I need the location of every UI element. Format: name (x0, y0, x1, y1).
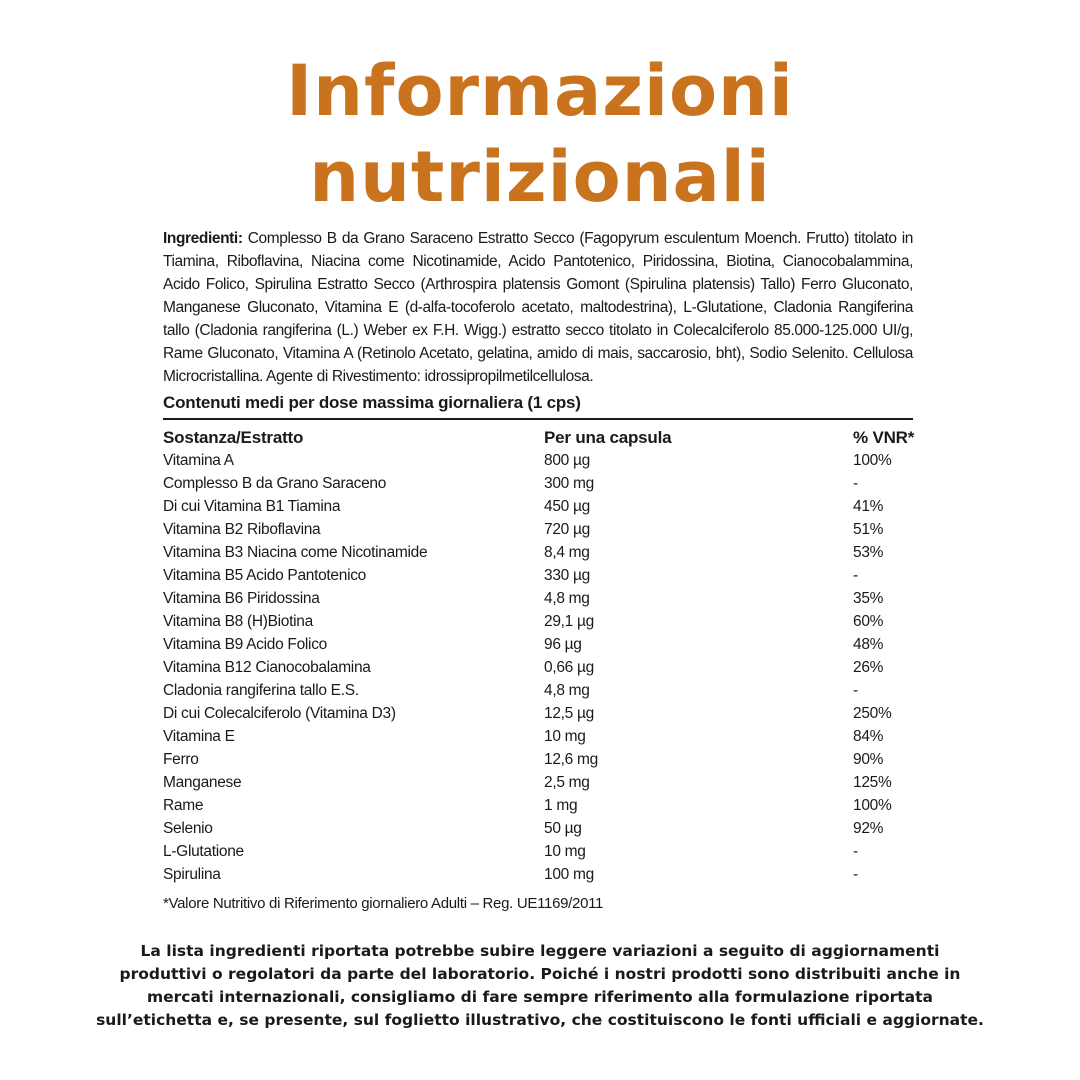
table-row (163, 725, 913, 748)
disclaimer-line: sull’etichetta e, se presente, sul foglietto illustrativo, che costituiscono le fonti ufficiali e aggiornate. (96, 1011, 984, 1029)
table-row (163, 702, 913, 725)
cell-substance: Manganese (163, 774, 242, 791)
cell-per-capsule: 720 µg (544, 521, 590, 538)
ingredients-text: Complesso B da Grano Saraceno Estratto Secco (Fagopyrum esculentum Moench. Frutto) titolato in Tiamina, Riboflavina, Niacina come Nicotinamide, Acido Pantotenico, Piridossina, Biotina, Cianocobalammina, Acido Folico, Spirulina Estratto Secco (Arthrospira platensis Gomont (Spirulina platensis) Tallo) Ferro Gluconato, Manganese Gluconato, Vitamina E (d-alfa-tocoferolo acetato, maltodestrina), L-Glutatione, Cladonia Rangiferina tallo (Cladonia rangiferina (L.) Weber ex F.H. Wigg.) estratto secco titolato in Colecalciferolo 85.000-125.000 UI/g, Rame Gluconato, Vitamina A (Retinolo Acetato, gelatina, amido di mais, saccarosio, bht), Sodio Selenito. Cellulosa Microcristallina. Agente di Rivestimento: idrossipropilmetilcellulosa. (163, 230, 913, 385)
table-row (163, 863, 913, 886)
cell-per-capsule: 300 mg (544, 475, 594, 492)
cell-vnr: 84% (853, 728, 884, 745)
footnote: *Valore Nutritivo di Riferimento giornaliero Adulti – Reg. UE1169/2011 (163, 895, 604, 912)
cell-substance: Selenio (163, 820, 213, 837)
cell-vnr: 250% (853, 705, 892, 722)
cell-substance: Vitamina B3 Niacina come Nicotinamide (163, 544, 428, 561)
cell-per-capsule: 800 µg (544, 452, 590, 469)
cell-substance: Cladonia rangiferina tallo E.S. (163, 682, 359, 699)
cell-substance: Rame (163, 797, 204, 814)
cell-per-capsule: 96 µg (544, 636, 582, 653)
cell-per-capsule: 330 µg (544, 567, 590, 584)
cell-substance: Vitamina B2 Riboflavina (163, 521, 321, 538)
cell-vnr: 92% (853, 820, 884, 837)
cell-per-capsule: 4,8 mg (544, 682, 590, 699)
cell-vnr: 100% (853, 797, 892, 814)
table-row (163, 748, 913, 771)
cell-vnr: 125% (853, 774, 892, 791)
cell-substance: Vitamina E (163, 728, 235, 745)
cell-vnr: - (853, 682, 858, 699)
header-substance: Sostanza/Estratto (163, 428, 304, 447)
cell-substance: Di cui Colecalciferolo (Vitamina D3) (163, 705, 396, 722)
cell-per-capsule: 4,8 mg (544, 590, 590, 607)
table-row (163, 587, 913, 610)
cell-vnr: - (853, 567, 858, 584)
doses-heading: Contenuti medi per dose massima giornaliera (1 cps) (163, 393, 581, 412)
cell-per-capsule: 450 µg (544, 498, 590, 515)
table-header-row (163, 426, 913, 449)
disclaimer-line: produttivi o regolatori da parte del laboratorio. Poiché i nostri prodotti sono distribuiti anche in (119, 965, 961, 983)
cell-vnr: - (853, 475, 858, 492)
cell-substance: L-Glutatione (163, 843, 244, 860)
cell-per-capsule: 100 mg (544, 866, 594, 883)
ingredients-label: Ingredienti: (163, 230, 243, 247)
cell-vnr: 35% (853, 590, 884, 607)
table-row (163, 449, 913, 472)
disclaimer-line: La lista ingredienti riportata potrebbe subire leggere variazioni a seguito di aggiornamenti (140, 942, 940, 960)
cell-substance: Complesso B da Grano Saraceno (163, 475, 387, 492)
nutrition-table (163, 426, 913, 886)
table-row (163, 771, 913, 794)
cell-vnr: 51% (853, 521, 884, 538)
header-vnr: % VNR* (853, 428, 915, 447)
table-row (163, 794, 913, 817)
cell-substance: Ferro (163, 751, 199, 768)
cell-per-capsule: 2,5 mg (544, 774, 590, 791)
cell-substance: Vitamina B5 Acido Pantotenico (163, 567, 366, 584)
cell-per-capsule: 10 mg (544, 843, 586, 860)
table-row (163, 656, 913, 679)
title-line-2: nutrizionali (309, 136, 771, 218)
header-per-capsule: Per una capsula (544, 428, 672, 447)
table-row (163, 817, 913, 840)
cell-per-capsule: 10 mg (544, 728, 586, 745)
cell-vnr: 48% (853, 636, 884, 653)
cell-vnr: - (853, 843, 858, 860)
table-row (163, 564, 913, 587)
cell-substance: Spirulina (163, 866, 221, 883)
cell-vnr: 100% (853, 452, 892, 469)
cell-vnr: 90% (853, 751, 884, 768)
cell-vnr: 60% (853, 613, 884, 630)
cell-vnr: - (853, 866, 858, 883)
page-title (0, 48, 1080, 220)
cell-substance: Vitamina B6 Piridossina (163, 590, 320, 607)
table-row (163, 633, 913, 656)
cell-per-capsule: 50 µg (544, 820, 582, 837)
nutrition-sheet (163, 227, 913, 915)
cell-vnr: 53% (853, 544, 884, 561)
cell-vnr: 26% (853, 659, 884, 676)
cell-per-capsule: 8,4 mg (544, 544, 590, 561)
table-row (163, 610, 913, 633)
cell-substance: Vitamina A (163, 452, 234, 469)
cell-per-capsule: 0,66 µg (544, 659, 594, 676)
cell-substance: Di cui Vitamina B1 Tiamina (163, 498, 341, 515)
cell-substance: Vitamina B9 Acido Folico (163, 636, 327, 653)
divider (163, 418, 913, 420)
disclaimer (60, 940, 1020, 1032)
table-row (163, 518, 913, 541)
cell-per-capsule: 12,5 µg (544, 705, 594, 722)
table-row (163, 541, 913, 564)
cell-per-capsule: 29,1 µg (544, 613, 594, 630)
ingredients-paragraph (163, 227, 913, 388)
table-row (163, 495, 913, 518)
table-row (163, 840, 913, 863)
cell-substance: Vitamina B8 (H)Biotina (163, 613, 313, 630)
disclaimer-line: mercati internazionali, consigliamo di fare sempre riferimento alla formulazione riportata (146, 988, 934, 1006)
cell-substance: Vitamina B12 Cianocobalamina (163, 659, 371, 676)
cell-per-capsule: 12,6 mg (544, 751, 598, 768)
cell-vnr: 41% (853, 498, 884, 515)
table-row (163, 472, 913, 495)
table-row (163, 679, 913, 702)
cell-per-capsule: 1 mg (544, 797, 578, 814)
title-line-1: Informazioni (286, 50, 794, 132)
table-body (163, 449, 913, 886)
